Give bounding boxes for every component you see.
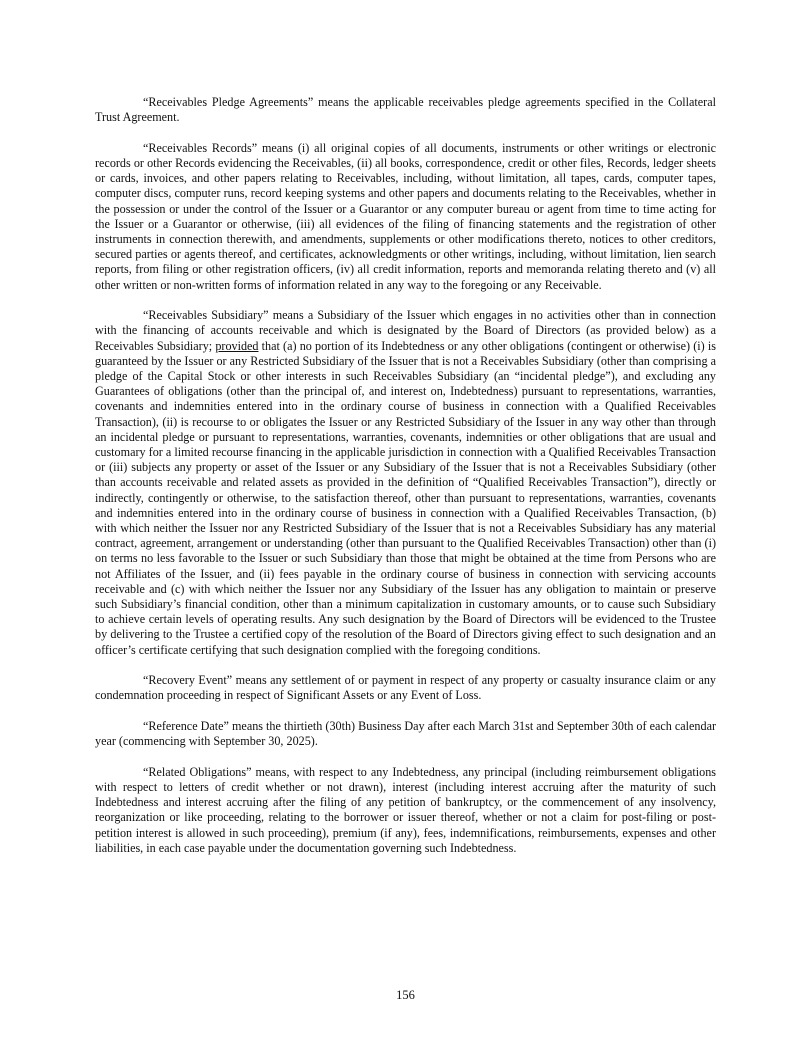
definition-related-obligations: “Related Obligations” means, with respect to any Indebtedness, any principal (including reimbursement obligations with respect to letters of credit whether or not drawn), interest (including interest accruing after the maturity of such Indebtedness and interest accruing after the filing of any petition of bankruptcy, or the commencement of any insolvency, reorganization or like proceeding, relating to the borrower or issuer thereof, whether or not a claim for post-filing or post-petition interest is allowed in such proceeding), premium (if any), fees, indemnifications, reimbursements, expenses and other liabilities, in each case payable under the documentation governing such Indebtedness. (95, 764, 716, 855)
document-page (95, 95, 716, 871)
definition-receivables-subsidiary (95, 308, 716, 658)
definition-receivables-pledge-agreements: “Receivables Pledge Agreements” means the applicable receivables pledge agreements specified in the Collateral Trust Agreement. (95, 95, 716, 125)
page-number: 156 (396, 988, 415, 1002)
receivables-subsidiary-text-before: “Receivables Subsidiary” means a Subsidiary of the Issuer which engages in no activities other than in connection with the financing of accounts receivable and which is designated by the Board of Directors (as provided below) as a Receivables Subsidiary; (95, 308, 716, 353)
provided-underlined-term: provided (215, 338, 259, 353)
receivables-subsidiary-text-after: that (a) no portion of its Indebtedness or any other obligations (contingent or otherwise) (i) is guaranteed by the Issuer or any Restricted Subsidiary of the Issuer that is not a Receivables Subsidiary (other than comprising a pledge of the Capital Stock or other interests in such Receivables Subsidiary (an “incidental pledge”), and excluding any Guarantees of obligations (other than the principal of, and interest on, Indebtedness) pursuant to representations, warranties, covenants and indemnities entered into in the ordinary course of business in connection with a Qualified Receivables Transaction), (ii) is recourse to or obligates the Issuer or any Restricted Subsidiary of the Issuer in any way other than through an incidental pledge or pursuant to representations, warranties, covenants, indemnities or other obligations that are usual and customary for a limited recourse financing in the applicable jurisdiction in connection with a Qualified Receivables Transaction or (iii) subjects any property or asset of the Issuer or any Subsidiary of the Issuer that is not a Receivables Subsidiary (other than accounts receivable and related assets as provided in the definition of “Qualified Receivables Transaction”), directly or indirectly, contingently or otherwise, to the satisfaction thereof, other than pursuant to representations, warranties, covenants and indemnities entered into in the ordinary course of business in connection with a Qualified Receivables Transaction, (b) with which neither the Issuer nor any Restricted Subsidiary of the Issuer that is not a Receivables Subsidiary has any material contract, agreement, arrangement or understanding (other than pursuant to the Qualified Receivables Transaction) other than (i) on terms no less favorable to the Issuer or such Subsidiary than those that might be obtained at the time from Persons who are not Affiliates of the Issuer, and (ii) fees payable in the ordinary course of business in connection with servicing accounts receivable and (c) with which neither the Issuer nor any Subsidiary of the Issuer has any obligation to maintain or preserve such Subsidiary’s financial condition, other than a minimum capitalization in customary amounts, or to cause such Subsidiary to achieve certain levels of operating results. Any such designation by the Board of Directors will be evidenced to the Trustee by delivering to the Trustee a certified copy of the resolution of the Board of Directors giving effect to such designation and an officer’s certificate certifying that such designation complied with the foregoing conditions. (95, 338, 716, 657)
definition-recovery-event: “Recovery Event” means any settlement of or payment in respect of any property or casualty insurance claim or any condemnation proceeding in respect of Significant Assets or any Event of Loss. (95, 673, 716, 703)
definition-receivables-records: “Receivables Records” means (i) all original copies of all documents, instruments or other writings or electronic records or other Records evidencing the Receivables, (ii) all books, correspondence, credit or other files, Records, ledger sheets or cards, invoices, and other papers relating to Receivables, including, without limitation, all tapes, cards, computer tapes, computer discs, computer runs, record keeping systems and other papers and documents relating to the Receivables, whether in the possession or under the control of the Issuer or a Guarantor or any computer bureau or agent from time to time acting for the Issuer or a Guarantor or otherwise, (iii) all evidences of the filing of financing statements and the registration of other instruments in connection therewith, and amendments, supplements or other modifications thereto, notices to other creditors, secured parties or agents thereof, and certificates, acknowledgments or other writings, including, without limitation, lien search reports, from filing or other registration officers, (iv) all credit information, reports and memoranda relating thereto and (v) all other written or non-written forms of information related in any way to the foregoing or any Receivable. (95, 140, 716, 292)
definition-reference-date: “Reference Date” means the thirtieth (30th) Business Day after each March 31st and September 30th of each calendar year (commencing with September 30, 2025). (95, 719, 716, 749)
